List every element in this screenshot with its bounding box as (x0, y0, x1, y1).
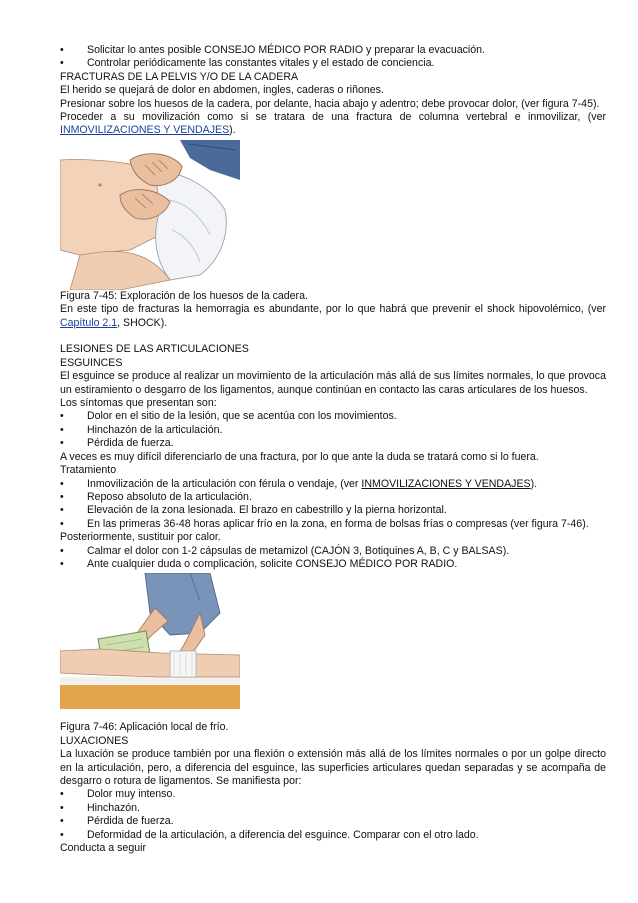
link-inmovilizaciones[interactable]: INMOVILIZACIONES Y VENDAJES (60, 124, 230, 137)
paragraph: Posteriormente, sustituir por calor. (60, 531, 221, 544)
bullet-icon: • (60, 437, 64, 450)
list-item: • Controlar periódicamente las constantes vitales y el estado de conciencia. (60, 57, 435, 70)
list-item: • En las primeras 36-48 horas aplicar frío en la zona, en forma de bolsas frías o compresas (ver figura 7-46). (60, 517, 589, 530)
subheading-conducta: Conducta a seguir (60, 842, 146, 855)
bullet-icon: • (60, 504, 64, 517)
bullet-icon: • (60, 801, 64, 814)
list-item: • Deformidad de la articulación, a diferencia del esguince. Comparar con el otro lado. (60, 828, 479, 841)
figure-hip-exam-image (60, 140, 240, 290)
link-capitulo-2-1[interactable]: Capítulo 2.1 (60, 316, 118, 329)
paragraph: Presionar sobre los huesos de la cadera, por delante, hacia abajo y adentro; debe provocar dolor, (ver figura 7-45). (60, 97, 600, 110)
list-item: • Reposo absoluto de la articulación. (60, 490, 252, 503)
bullet-icon: • (60, 788, 64, 801)
bullet-icon: • (60, 44, 64, 56)
subheading-tratamiento: Tratamiento (60, 464, 117, 477)
paragraph: A veces es muy difícil diferenciarlo de una fractura, por lo que ante la duda se tratará como si lo fuera. (60, 450, 539, 463)
paragraph: El herido se quejará de dolor en abdomen, ingles, caderas o riñones. (60, 84, 384, 97)
list-item: • Solicitar lo antes posible CONSEJO MÉDICO POR RADIO y preparar la evacuación. (60, 44, 486, 56)
bullet-icon: • (60, 423, 64, 436)
bullet-icon: • (60, 57, 64, 70)
paragraph: Proceder a su movilización como si se tratara de una fractura de columna vertebral e inmovilizar, (ver INMOVILIZACIONES Y VENDAJES). (60, 111, 606, 137)
list-item: • Dolor en el sitio de la lesión, que se acentúa con los movimientos. (60, 410, 397, 423)
list-item: • Pérdida de fuerza. (60, 815, 174, 828)
paragraph: En este tipo de fracturas la hemorragia es abundante, por lo que habrá que prevenir el shock hipovolémico, (ver Capítulo 2.1, SHOCK). (60, 303, 606, 329)
list-item: • Calmar el dolor con 1-2 cápsulas de metamizol (CAJÓN 3, Botiquines A, B, C y BALSAS). (60, 544, 510, 557)
document-page (60, 44, 606, 855)
list-item: • Pérdida de fuerza. (60, 437, 174, 450)
bullet-icon: • (60, 477, 64, 490)
bullet-icon: • (60, 410, 64, 423)
link-inmovilizaciones[interactable]: INMOVILIZACIONES Y VENDAJES (361, 477, 531, 490)
list-item: • Ante cualquier duda o complicación, solicite CONSEJO MÉDICO POR RADIO. (60, 557, 458, 570)
figure-caption: Figura 7-46: Aplicación local de frío. (60, 721, 229, 734)
bullet-icon: • (60, 544, 64, 557)
figure-caption: Figura 7-45: Exploración de los huesos de la cadera. (60, 289, 308, 302)
bullet-icon: • (60, 490, 64, 503)
figure-cold-application-image (60, 573, 240, 721)
paragraph: La luxación se produce también por una flexión o extensión más allá de los límites normales o por un golpe directo en la articulación, pero, a diferencia del esguince, las superficies articulares quedan separadas y se acompaña de desgarro o rotura de ligamentos. Se manifiesta por: (60, 748, 606, 787)
list-item: • Elevación de la zona lesionada. El brazo en cabestrillo y la pierna horizontal. (60, 504, 447, 517)
bullet-icon: • (60, 557, 64, 570)
section-heading-articulaciones: LESIONES DE LAS ARTICULACIONES (60, 343, 249, 356)
list-item: • Inmovilización de la articulación con férula o vendaje, (ver INMOVILIZACIONES Y VENDAJES). (60, 477, 538, 490)
paragraph: Los síntomas que presentan son: (60, 397, 217, 410)
bullet-icon: • (60, 828, 64, 841)
list-item: • Hinchazón. (60, 801, 140, 814)
list-item: • Hinchazón de la articulación. (60, 423, 223, 436)
subheading-esguinces: ESGUINCES (60, 356, 123, 369)
list-item: • Dolor muy intenso. (60, 788, 176, 801)
section-heading-luxaciones: LUXACIONES (60, 734, 129, 747)
section-heading-pelvis: FRACTURAS DE LA PELVIS Y/O DE LA CADERA (60, 70, 299, 83)
bullet-icon: • (60, 815, 64, 828)
bullet-icon: • (60, 517, 64, 530)
paragraph: El esguince se produce al realizar un movimiento de la articulación más allá de sus límites normales, lo que provoca un estiramiento o desgarro de los ligamentos, aunque continúan en contacto las caras articulares de los huesos. (60, 370, 606, 396)
